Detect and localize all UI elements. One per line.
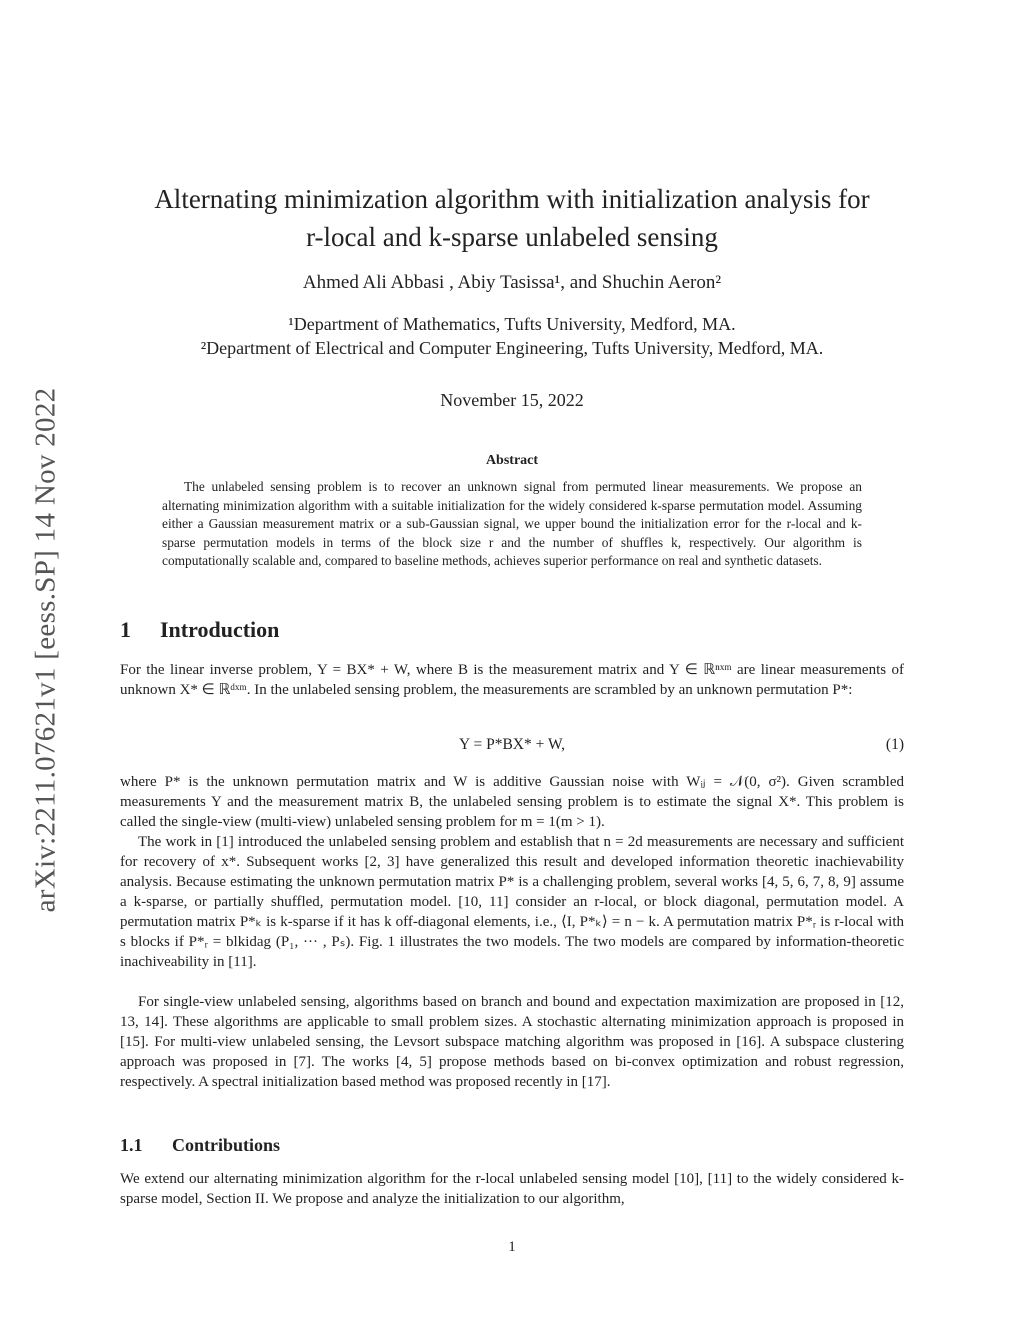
arxiv-id: arXiv:2211.07621v1 [eess.SP] 14 Nov 2022 xyxy=(29,387,62,913)
section-heading xyxy=(120,617,279,643)
paragraph-5: We extend our alternating minimization algorithm for the r-local unlabeled sensing model [10], [11] to the widely considered k-sparse model, Section II. We propose and analyze the initialization to our algorithm, xyxy=(120,1171,904,1207)
date: November 15, 2022 xyxy=(440,390,584,410)
abstract-text: The unlabeled sensing problem is to recover an unknown signal from permuted linear measurements. We propose an alternating minimization algorithm with a suitable initialization for the widely considered k-sparse permutation model. Assuming either a Gaussian measurement matrix or a sub-Gaussian signal, we upper bound the initialization error for the r-local and k-sparse permutation models in terms of the block size r and the number of shuffles k, respectively. Our algorithm is computationally scalable and, compared to baseline methods, achieves superior performance on real and synthetic datasets. xyxy=(162,479,862,569)
authors: Ahmed Ali Abbasi , Abiy Tasissa¹, and Shuchin Aeron² xyxy=(302,272,722,293)
affiliation-1: ¹Department of Mathematics, Tufts University, Medford, MA. xyxy=(288,314,736,334)
title-line-2: r-local and k-sparse unlabeled sensing xyxy=(306,222,718,252)
paragraph-3 xyxy=(120,832,904,972)
equation-expression: Y = P*BX* + W, xyxy=(458,736,566,753)
paragraph-4 xyxy=(120,992,904,1092)
section-number: 1 xyxy=(120,617,131,642)
subsection-number: 1.1 xyxy=(120,1135,143,1155)
paragraph-2: where P* is the unknown permutation matrix and W is additive Gaussian noise with Wᵢⱼ = 𝒩(0, σ²). Given scrambled measurements Y and the measurement matrix B, the unlabeled sensing problem is to estimate the signal X*. This problem is called the single-view (multi-view) unlabeled sensing problem for m = 1(m > 1). xyxy=(120,774,904,830)
affiliation-2: ²Department of Electrical and Computer Engineering, Tufts University, Medford, MA. xyxy=(200,338,824,358)
paragraph-4-text: For single-view unlabeled sensing, algorithms based on branch and bound and expectation maximization are proposed in [12, 13, 14]. These algorithms are applicable to small problem sizes. A stochastic alternating minimization approach is proposed in [15]. For multi-view unlabeled sensing, the Levsort subspace matching algorithm was proposed in [16]. A subspace clustering approach was proposed in [7]. The works [4, 5] propose methods based on bi-convex optimization and robust regression, respectively. A spectral initialization based method was proposed recently in [17]. xyxy=(120,994,904,1090)
paragraph-1: For the linear inverse problem, Y = BX* + W, where B is the measurement matrix and Y ∈ ℝⁿˣᵐ are linear measurements of unknown X* ∈ ℝᵈˣᵐ. In the unlabeled sensing problem, the measurements are scrambled by an unknown permutation P*: xyxy=(120,662,904,698)
abstract-heading: Abstract xyxy=(485,453,539,468)
subsection-title: Contributions xyxy=(172,1135,281,1155)
arxiv-sidebar-stamp xyxy=(24,345,68,955)
abstract-body xyxy=(162,478,862,571)
title-line-1: Alternating minimization algorithm with initialization analysis for xyxy=(154,184,870,214)
page-number: 1 xyxy=(508,1239,516,1255)
paragraph-3-text: The work in [1] introduced the unlabeled sensing problem and establish that n = 2d measurements are necessary and sufficient for recovery of x*. Subsequent works [2, 3] have generalized this result and developed information theoretic inachievability analysis. Because estimating the unknown permutation matrix P* is a challenging problem, several works [4, 5, 6, 7, 8, 9] assume a k-sparse, or partially shuffled, permutation model. [10, 11] consider an r-local, or block diagonal, permutation model. A permutation matrix P*ₖ is k-sparse if it has k off-diagonal elements, i.e., ⟨I, P*ₖ⟩ = n − k. A permutation matrix P*ᵣ is r-local with s blocks if P*ᵣ = blkidag (P₁, ··· , Pₛ). Fig. 1 illustrates the two models. The two models are compared by information-theoretic inachiveability in [11]. xyxy=(120,834,904,970)
equation-tag: (1) xyxy=(885,736,904,753)
paper-title xyxy=(110,180,914,256)
subsection-heading xyxy=(120,1135,280,1156)
section-title: Introduction xyxy=(160,617,280,642)
